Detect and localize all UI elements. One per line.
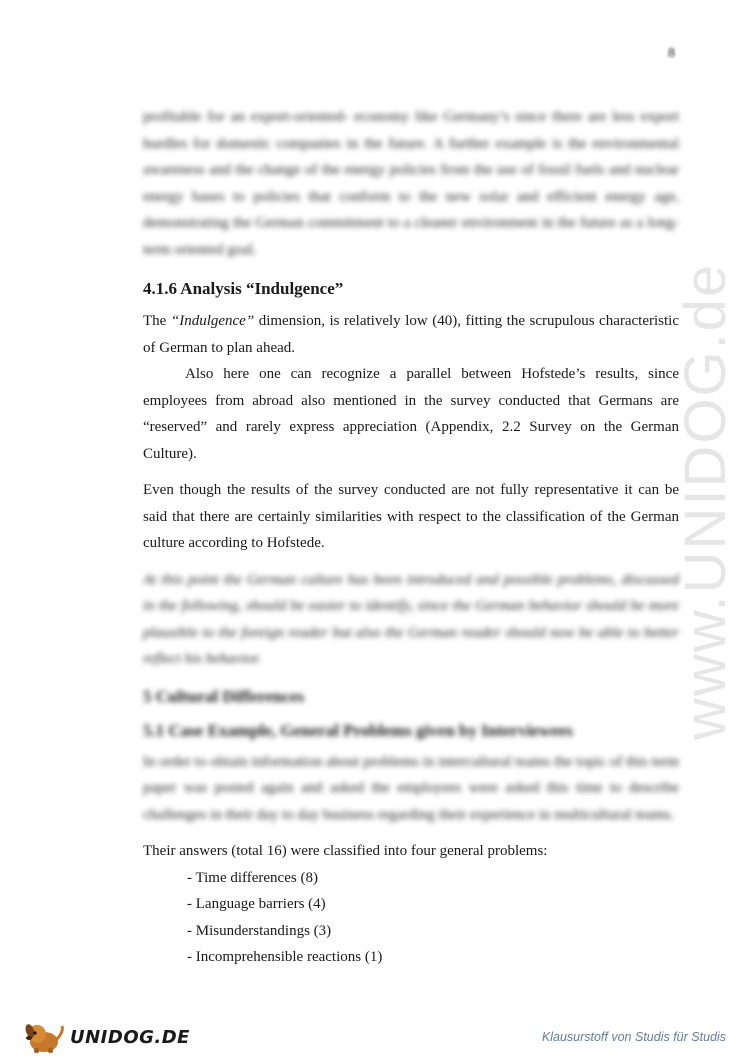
list-item: - Incomprehensible reactions (1) [187, 949, 383, 965]
indulgence-paragraph-1: The “Indulgence” dimension, is relatively low (40), fitting the scrupulous characteristic of German to plan ahead. [143, 313, 680, 356]
page-number: 8 [668, 46, 675, 61]
case-example-paragraph: In order to obtain information about problems in intercultural teams the topic of this term paper was posted again and asked the employees were asked this time to describe challenges in their day to day business regarding their experience in multicultural teams. [143, 753, 679, 823]
list-item: - Misunderstandings (3) [187, 922, 332, 939]
watermark: www.UNIDOG.de [673, 262, 738, 740]
page-content [143, 104, 679, 971]
section-heading-cultural-differences: 5 Cultural Differences [143, 686, 305, 706]
list-item: - Time differences (8) [187, 869, 318, 886]
dog-mascot-icon [22, 1020, 68, 1054]
answers-intro: Their answers (total 16) were classified into four general problems: [143, 843, 548, 859]
unidog-logo[interactable] [22, 1020, 190, 1054]
problems-list [143, 865, 679, 971]
subsection-heading-case-example: 5.1 Case Example, General Problems given by Interviewees [143, 720, 573, 740]
indulgence-term: “Indulgence” [170, 313, 255, 329]
indulgence-paragraph-4: At this point the German culture has been introduced and possible problems, discussed in the following, should be easier to identify, since the German behavior should be more plausible to the foreign reader but also the German reader should now be able to better reflect his behavior. [143, 571, 679, 667]
intro-paragraph: profitable for an export-oriented- economy like Germany’s since there are less export hurdles for domestic companies in the future. A further example is the environmental awareness and the change of the energy policies from the use of fossil fuels and nuclear energy bases to policies that conform to the new solar and efficient energy age, demonstrating the German commitment to a cleaner environment in the future as a long-term oriented goal. [143, 109, 679, 258]
indulgence-paragraph-3: Even though the results of the survey conducted are not fully representative it can be said that there are certainly similarities with respect to the classification of the German culture according to Hofstede. [143, 482, 679, 551]
list-item: - Language barriers (4) [187, 896, 326, 912]
footer-tagline: Klausurstoff von Studis für Studis [541, 1030, 726, 1044]
indulgence-paragraph-2: Also here one can recognize a parallel between Hofstede’s results, since employees from abroad also mentioned in the survey conducted that Germans are “reserved” and rarely express appreciation (Appendix, 2.2 Survey on the German Culture). [143, 366, 679, 462]
logo-text: UNIDOG.DE [70, 1026, 190, 1048]
section-heading-indulgence: 4.1.6 Analysis “Indulgence” [143, 279, 344, 298]
